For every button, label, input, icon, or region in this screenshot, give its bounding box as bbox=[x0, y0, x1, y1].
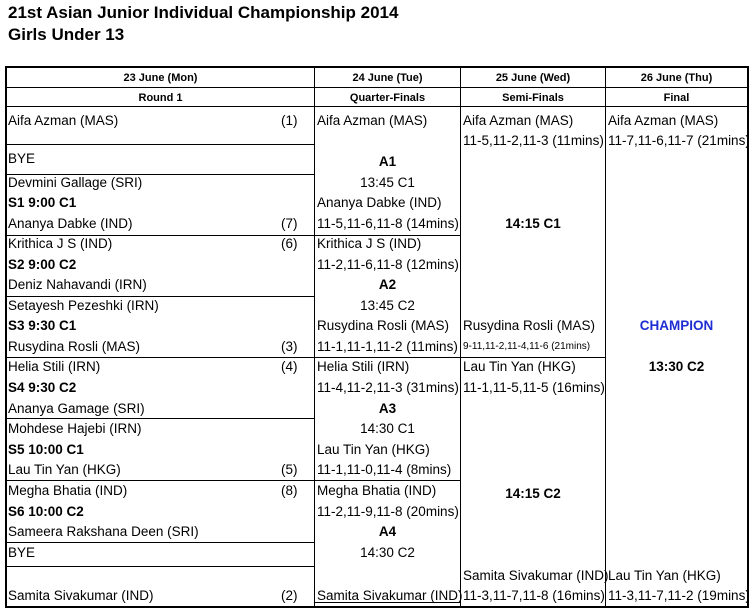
sf-score: 11-5,11-2,11-3 (11mins) bbox=[463, 133, 604, 148]
r1-match-time: S1 9:00 C1 bbox=[8, 195, 77, 210]
sf-player: Samita Sivakumar (IND) bbox=[463, 568, 609, 583]
r1-seed: (4) bbox=[281, 359, 298, 374]
border-left bbox=[5, 66, 7, 608]
header-round1: Round 1 bbox=[138, 92, 183, 104]
final-score: 11-3,11-7,11-2 (19mins) bbox=[608, 588, 750, 603]
qf-player: Megha Bhatia (IND) bbox=[317, 483, 437, 498]
r1-match-time: S5 10:00 C1 bbox=[8, 442, 84, 457]
r1-player: Deniz Nahavandi (IRN) bbox=[8, 277, 147, 292]
qf-player: Krithica J S (IND) bbox=[317, 236, 422, 251]
r1-player: Aifa Azman (MAS) bbox=[8, 113, 119, 128]
r1-player: Lau Tin Yan (HKG) bbox=[8, 462, 121, 477]
border-top bbox=[5, 66, 749, 68]
header-date-sf: 25 June (Wed) bbox=[495, 72, 571, 84]
qf-player: Samita Sivakumar (IND) bbox=[317, 588, 463, 603]
r1-player: Devmini Gallage (SRI) bbox=[8, 175, 143, 190]
r1-seed: (2) bbox=[281, 588, 298, 603]
final-match-time: 13:30 C2 bbox=[648, 359, 705, 374]
qf-match-time: 13:45 C2 bbox=[360, 298, 415, 313]
qf-match-time: 13:45 C1 bbox=[360, 175, 415, 190]
qf-player: Aifa Azman (MAS) bbox=[317, 113, 428, 128]
draw-table bbox=[5, 66, 749, 608]
sf-score: 9-11,11-2,11-4,11-6 (21mins) bbox=[463, 341, 591, 352]
r1-seed: (7) bbox=[281, 216, 298, 231]
qf-player: Helia Stili (IRN) bbox=[317, 359, 410, 374]
r1-seed: (8) bbox=[281, 483, 298, 498]
qf-score: 11-1,11-0,11-4 (8mins) bbox=[317, 462, 452, 477]
r1-player: Megha Bhatia (IND) bbox=[8, 483, 128, 498]
qf-match-time: 14:30 C1 bbox=[360, 421, 415, 436]
r1-player: Krithica J S (IND) bbox=[8, 236, 113, 251]
r1-seed: (6) bbox=[281, 236, 298, 251]
final-player: Aifa Azman (MAS) bbox=[608, 113, 719, 128]
sf-match-time: 14:15 C2 bbox=[505, 486, 561, 501]
qf-match-id: A1 bbox=[378, 154, 397, 169]
header-date-final: 26 June (Thu) bbox=[640, 72, 713, 84]
sf-player: Aifa Azman (MAS) bbox=[463, 113, 574, 128]
r1-seed: (3) bbox=[281, 339, 298, 354]
final-player: Lau Tin Yan (HKG) bbox=[608, 568, 721, 583]
sf-match-time: 14:15 C1 bbox=[505, 216, 561, 231]
r1-bye-line bbox=[5, 144, 314, 145]
qf-player: Lau Tin Yan (HKG) bbox=[317, 442, 430, 457]
r1-match-time: S2 9:00 C2 bbox=[8, 257, 77, 272]
header-sf: Semi-Finals bbox=[502, 92, 564, 104]
header-final: Final bbox=[663, 92, 690, 104]
r1-player: BYE bbox=[8, 151, 36, 166]
qf-match-id: A3 bbox=[378, 401, 397, 416]
r1-seed: (1) bbox=[281, 113, 298, 128]
header-date-round1: 23 June (Mon) bbox=[123, 72, 198, 84]
sf-score: 11-3,11-7,11-8 (16mins) bbox=[463, 588, 605, 603]
qf-match-time: 14:30 C2 bbox=[360, 545, 415, 560]
r1-player: Sameera Rakshana Deen (SRI) bbox=[8, 524, 199, 539]
r1-player: Setayesh Pezeshki (IRN) bbox=[8, 298, 159, 313]
r1-player: Ananya Gamage (SRI) bbox=[8, 401, 145, 416]
r1-seed: (5) bbox=[281, 462, 298, 477]
header-line-2 bbox=[5, 106, 749, 107]
r1-match-time: S4 9:30 C2 bbox=[8, 380, 77, 395]
qf-score: 11-4,11-2,11-3 (31mins) bbox=[317, 380, 459, 395]
qf-score: 11-1,11-1,11-2 (11mins) bbox=[317, 339, 458, 354]
r1-player: Helia Stili (IRN) bbox=[8, 359, 101, 374]
sf-player: Rusydina Rosli (MAS) bbox=[463, 318, 596, 333]
header-date-qf: 24 June (Tue) bbox=[352, 72, 423, 84]
sf-player: Lau Tin Yan (HKG) bbox=[463, 359, 576, 374]
r1-line bbox=[5, 542, 314, 543]
qf-player: Ananya Dabke (IND) bbox=[317, 195, 442, 210]
champion-label: CHAMPION bbox=[639, 318, 714, 333]
page-subtitle: Girls Under 13 bbox=[8, 25, 125, 44]
r1-player: Rusydina Rosli (MAS) bbox=[8, 339, 141, 354]
r1-match-time: S3 9:30 C1 bbox=[8, 318, 77, 333]
border-bottom bbox=[5, 606, 749, 608]
header-qf: Quarter-Finals bbox=[349, 92, 426, 104]
qf-match-id: A2 bbox=[378, 277, 397, 292]
qf-score: 11-2,11-9,11-8 (20mins) bbox=[317, 504, 459, 519]
r1-player: Ananya Dabke (IND) bbox=[8, 216, 133, 231]
r1-match-time: S6 10:00 C2 bbox=[8, 504, 84, 519]
sf-score: 11-1,11-5,11-5 (16mins) bbox=[463, 380, 605, 395]
qf-score: 11-5,11-6,11-8 (14mins) bbox=[317, 216, 459, 231]
page-title: 21st Asian Junior Individual Championship 2014 bbox=[8, 3, 399, 22]
col-divider-3 bbox=[605, 66, 606, 608]
qf-player: Rusydina Rosli (MAS) bbox=[317, 318, 450, 333]
qf-score: 11-2,11-6,11-8 (12mins) bbox=[317, 257, 459, 272]
qf-match-id: A4 bbox=[378, 524, 397, 539]
r1-player: BYE bbox=[8, 545, 36, 560]
r1-player: Mohdese Hajebi (IRN) bbox=[8, 421, 142, 436]
r1-player: Samita Sivakumar (IND) bbox=[8, 588, 154, 603]
col-divider-2 bbox=[460, 66, 461, 608]
r1-bye-line bbox=[5, 566, 314, 567]
final-score: 11-7,11-6,11-7 (21mins) bbox=[608, 133, 750, 148]
header-line-1 bbox=[5, 87, 749, 88]
